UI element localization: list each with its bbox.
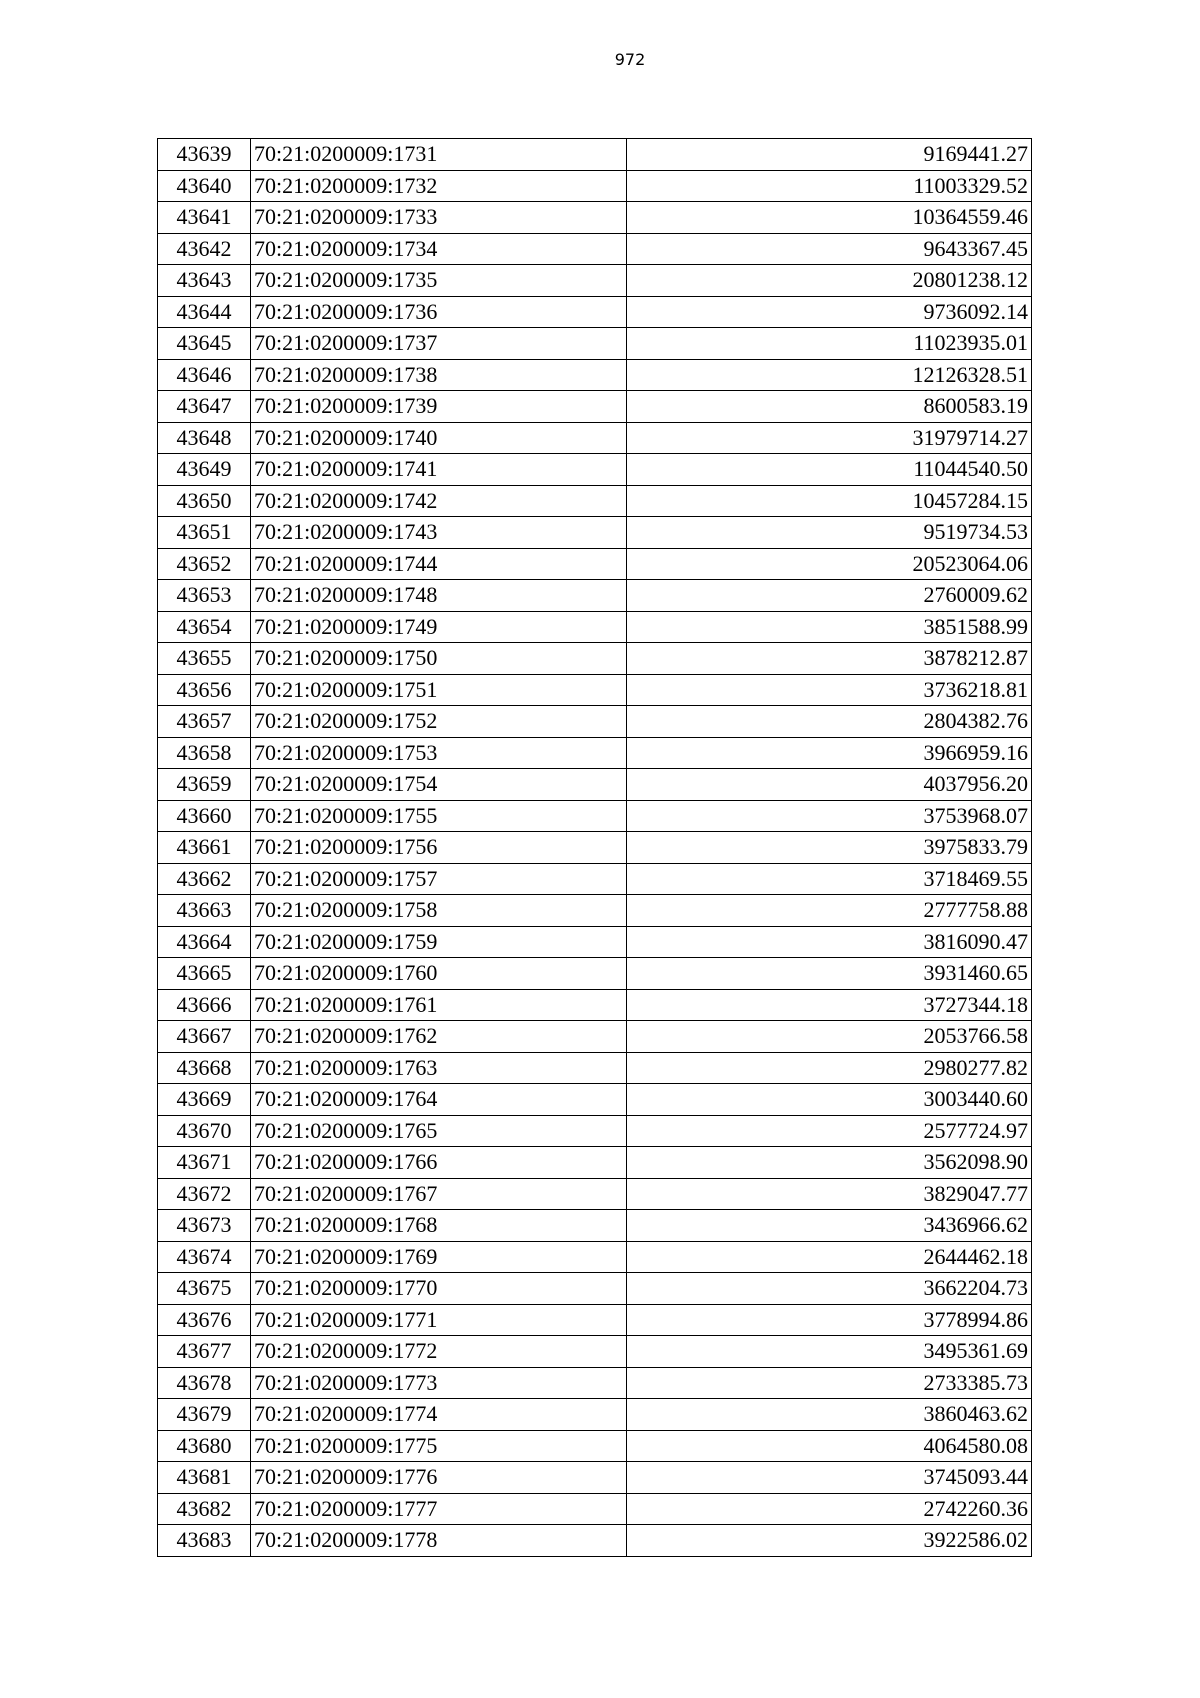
row-number-cell: 43665 bbox=[158, 958, 251, 990]
cadastral-number-cell: 70:21:0200009:1760 bbox=[251, 958, 627, 990]
cadastral-value-cell: 10364559.46 bbox=[627, 202, 1032, 234]
cadastral-number-cell: 70:21:0200009:1736 bbox=[251, 296, 627, 328]
cadastral-value-cell: 3878212.87 bbox=[627, 643, 1032, 675]
cadastral-value-cell: 9169441.27 bbox=[627, 139, 1032, 171]
cadastral-number-cell: 70:21:0200009:1737 bbox=[251, 328, 627, 360]
cadastral-number-cell: 70:21:0200009:1753 bbox=[251, 737, 627, 769]
cadastral-number-cell: 70:21:0200009:1742 bbox=[251, 485, 627, 517]
table-row bbox=[158, 800, 1032, 832]
cadastral-value-cell: 2053766.58 bbox=[627, 1021, 1032, 1053]
cadastral-value-cell: 3753968.07 bbox=[627, 800, 1032, 832]
cadastral-value-cell: 3851588.99 bbox=[627, 611, 1032, 643]
cadastral-number-cell: 70:21:0200009:1771 bbox=[251, 1304, 627, 1336]
cadastral-value-cell: 2742260.36 bbox=[627, 1493, 1032, 1525]
cadastral-value-cell: 3966959.16 bbox=[627, 737, 1032, 769]
cadastral-value-cell: 2804382.76 bbox=[627, 706, 1032, 738]
row-number-cell: 43641 bbox=[158, 202, 251, 234]
table-row bbox=[158, 202, 1032, 234]
cadastral-number-cell: 70:21:0200009:1768 bbox=[251, 1210, 627, 1242]
row-number-cell: 43643 bbox=[158, 265, 251, 297]
cadastral-value-cell: 3931460.65 bbox=[627, 958, 1032, 990]
table-row bbox=[158, 1525, 1032, 1557]
table-row bbox=[158, 1462, 1032, 1494]
row-number-cell: 43654 bbox=[158, 611, 251, 643]
cadastral-value-cell: 3745093.44 bbox=[627, 1462, 1032, 1494]
table-row bbox=[158, 769, 1032, 801]
row-number-cell: 43660 bbox=[158, 800, 251, 832]
cadastral-value-cell: 9736092.14 bbox=[627, 296, 1032, 328]
cadastral-number-cell: 70:21:0200009:1750 bbox=[251, 643, 627, 675]
cadastral-number-cell: 70:21:0200009:1772 bbox=[251, 1336, 627, 1368]
cadastral-value-table bbox=[157, 138, 1032, 1557]
cadastral-value-cell: 11003329.52 bbox=[627, 170, 1032, 202]
cadastral-number-cell: 70:21:0200009:1743 bbox=[251, 517, 627, 549]
cadastral-number-cell: 70:21:0200009:1755 bbox=[251, 800, 627, 832]
cadastral-value-cell: 3562098.90 bbox=[627, 1147, 1032, 1179]
table-row bbox=[158, 233, 1032, 265]
table-row bbox=[158, 1021, 1032, 1053]
cadastral-number-cell: 70:21:0200009:1776 bbox=[251, 1462, 627, 1494]
table-row bbox=[158, 391, 1032, 423]
cadastral-value-cell: 3495361.69 bbox=[627, 1336, 1032, 1368]
row-number-cell: 43651 bbox=[158, 517, 251, 549]
row-number-cell: 43645 bbox=[158, 328, 251, 360]
cadastral-number-cell: 70:21:0200009:1751 bbox=[251, 674, 627, 706]
row-number-cell: 43650 bbox=[158, 485, 251, 517]
row-number-cell: 43677 bbox=[158, 1336, 251, 1368]
row-number-cell: 43683 bbox=[158, 1525, 251, 1557]
table-row bbox=[158, 296, 1032, 328]
row-number-cell: 43652 bbox=[158, 548, 251, 580]
cadastral-value-cell: 3718469.55 bbox=[627, 863, 1032, 895]
row-number-cell: 43649 bbox=[158, 454, 251, 486]
table-row bbox=[158, 863, 1032, 895]
table-row bbox=[158, 485, 1032, 517]
cadastral-value-cell: 9519734.53 bbox=[627, 517, 1032, 549]
table-row bbox=[158, 1052, 1032, 1084]
row-number-cell: 43680 bbox=[158, 1430, 251, 1462]
cadastral-value-cell: 4037956.20 bbox=[627, 769, 1032, 801]
row-number-cell: 43656 bbox=[158, 674, 251, 706]
page-number: 972 bbox=[614, 50, 646, 69]
table-row bbox=[158, 611, 1032, 643]
table-row bbox=[158, 1178, 1032, 1210]
row-number-cell: 43667 bbox=[158, 1021, 251, 1053]
cadastral-number-cell: 70:21:0200009:1757 bbox=[251, 863, 627, 895]
cadastral-value-cell: 3662204.73 bbox=[627, 1273, 1032, 1305]
cadastral-number-cell: 70:21:0200009:1732 bbox=[251, 170, 627, 202]
table-row bbox=[158, 1304, 1032, 1336]
row-number-cell: 43646 bbox=[158, 359, 251, 391]
row-number-cell: 43681 bbox=[158, 1462, 251, 1494]
cadastral-number-cell: 70:21:0200009:1735 bbox=[251, 265, 627, 297]
table-row bbox=[158, 832, 1032, 864]
cadastral-value-cell: 11023935.01 bbox=[627, 328, 1032, 360]
cadastral-value-cell: 4064580.08 bbox=[627, 1430, 1032, 1462]
table-row bbox=[158, 958, 1032, 990]
table-body bbox=[158, 139, 1032, 1557]
cadastral-number-cell: 70:21:0200009:1744 bbox=[251, 548, 627, 580]
table-row bbox=[158, 1241, 1032, 1273]
row-number-cell: 43682 bbox=[158, 1493, 251, 1525]
table-row bbox=[158, 170, 1032, 202]
cadastral-number-cell: 70:21:0200009:1774 bbox=[251, 1399, 627, 1431]
cadastral-number-cell: 70:21:0200009:1748 bbox=[251, 580, 627, 612]
row-number-cell: 43675 bbox=[158, 1273, 251, 1305]
cadastral-value-cell: 2760009.62 bbox=[627, 580, 1032, 612]
cadastral-number-cell: 70:21:0200009:1766 bbox=[251, 1147, 627, 1179]
table-row bbox=[158, 422, 1032, 454]
cadastral-value-cell: 12126328.51 bbox=[627, 359, 1032, 391]
cadastral-number-cell: 70:21:0200009:1734 bbox=[251, 233, 627, 265]
cadastral-value-cell: 3829047.77 bbox=[627, 1178, 1032, 1210]
table-row bbox=[158, 674, 1032, 706]
row-number-cell: 43674 bbox=[158, 1241, 251, 1273]
cadastral-value-cell: 3736218.81 bbox=[627, 674, 1032, 706]
cadastral-number-cell: 70:21:0200009:1752 bbox=[251, 706, 627, 738]
table-row bbox=[158, 328, 1032, 360]
cadastral-value-cell: 3727344.18 bbox=[627, 989, 1032, 1021]
cadastral-value-cell: 3860463.62 bbox=[627, 1399, 1032, 1431]
row-number-cell: 43639 bbox=[158, 139, 251, 171]
row-number-cell: 43676 bbox=[158, 1304, 251, 1336]
row-number-cell: 43663 bbox=[158, 895, 251, 927]
cadastral-value-cell: 2577724.97 bbox=[627, 1115, 1032, 1147]
row-number-cell: 43662 bbox=[158, 863, 251, 895]
cadastral-number-cell: 70:21:0200009:1764 bbox=[251, 1084, 627, 1116]
table-row bbox=[158, 989, 1032, 1021]
row-number-cell: 43669 bbox=[158, 1084, 251, 1116]
cadastral-number-cell: 70:21:0200009:1769 bbox=[251, 1241, 627, 1273]
table-row bbox=[158, 1493, 1032, 1525]
row-number-cell: 43659 bbox=[158, 769, 251, 801]
cadastral-value-cell: 3778994.86 bbox=[627, 1304, 1032, 1336]
cadastral-number-cell: 70:21:0200009:1738 bbox=[251, 359, 627, 391]
table-row bbox=[158, 139, 1032, 171]
cadastral-value-cell: 2644462.18 bbox=[627, 1241, 1032, 1273]
row-number-cell: 43661 bbox=[158, 832, 251, 864]
cadastral-value-cell: 10457284.15 bbox=[627, 485, 1032, 517]
cadastral-number-cell: 70:21:0200009:1767 bbox=[251, 1178, 627, 1210]
table-row bbox=[158, 1367, 1032, 1399]
cadastral-number-cell: 70:21:0200009:1741 bbox=[251, 454, 627, 486]
cadastral-number-cell: 70:21:0200009:1762 bbox=[251, 1021, 627, 1053]
cadastral-number-cell: 70:21:0200009:1749 bbox=[251, 611, 627, 643]
cadastral-number-cell: 70:21:0200009:1778 bbox=[251, 1525, 627, 1557]
cadastral-number-cell: 70:21:0200009:1758 bbox=[251, 895, 627, 927]
cadastral-value-cell: 3922586.02 bbox=[627, 1525, 1032, 1557]
cadastral-value-cell: 11044540.50 bbox=[627, 454, 1032, 486]
row-number-cell: 43664 bbox=[158, 926, 251, 958]
row-number-cell: 43671 bbox=[158, 1147, 251, 1179]
row-number-cell: 43655 bbox=[158, 643, 251, 675]
cadastral-number-cell: 70:21:0200009:1765 bbox=[251, 1115, 627, 1147]
cadastral-value-cell: 2777758.88 bbox=[627, 895, 1032, 927]
table-row bbox=[158, 517, 1032, 549]
cadastral-number-cell: 70:21:0200009:1759 bbox=[251, 926, 627, 958]
row-number-cell: 43666 bbox=[158, 989, 251, 1021]
cadastral-value-cell: 3436966.62 bbox=[627, 1210, 1032, 1242]
table-row bbox=[158, 643, 1032, 675]
cadastral-number-cell: 70:21:0200009:1775 bbox=[251, 1430, 627, 1462]
table-row bbox=[158, 1336, 1032, 1368]
cadastral-number-cell: 70:21:0200009:1740 bbox=[251, 422, 627, 454]
row-number-cell: 43640 bbox=[158, 170, 251, 202]
row-number-cell: 43658 bbox=[158, 737, 251, 769]
cadastral-number-cell: 70:21:0200009:1777 bbox=[251, 1493, 627, 1525]
table-row bbox=[158, 1115, 1032, 1147]
cadastral-value-cell: 2733385.73 bbox=[627, 1367, 1032, 1399]
cadastral-value-cell: 31979714.27 bbox=[627, 422, 1032, 454]
table-row bbox=[158, 895, 1032, 927]
row-number-cell: 43647 bbox=[158, 391, 251, 423]
table-row bbox=[158, 265, 1032, 297]
table-row bbox=[158, 926, 1032, 958]
table-row bbox=[158, 706, 1032, 738]
cadastral-value-cell: 3816090.47 bbox=[627, 926, 1032, 958]
row-number-cell: 43668 bbox=[158, 1052, 251, 1084]
cadastral-value-cell: 2980277.82 bbox=[627, 1052, 1032, 1084]
cadastral-number-cell: 70:21:0200009:1773 bbox=[251, 1367, 627, 1399]
cadastral-value-cell: 9643367.45 bbox=[627, 233, 1032, 265]
cadastral-value-cell: 20523064.06 bbox=[627, 548, 1032, 580]
table-row bbox=[158, 580, 1032, 612]
table-row bbox=[158, 737, 1032, 769]
row-number-cell: 43653 bbox=[158, 580, 251, 612]
row-number-cell: 43642 bbox=[158, 233, 251, 265]
row-number-cell: 43644 bbox=[158, 296, 251, 328]
cadastral-number-cell: 70:21:0200009:1761 bbox=[251, 989, 627, 1021]
cadastral-value-cell: 3003440.60 bbox=[627, 1084, 1032, 1116]
row-number-cell: 43657 bbox=[158, 706, 251, 738]
row-number-cell: 43648 bbox=[158, 422, 251, 454]
cadastral-number-cell: 70:21:0200009:1756 bbox=[251, 832, 627, 864]
cadastral-number-cell: 70:21:0200009:1739 bbox=[251, 391, 627, 423]
table-row bbox=[158, 1147, 1032, 1179]
table-row bbox=[158, 454, 1032, 486]
table-row bbox=[158, 1273, 1032, 1305]
cadastral-value-cell: 8600583.19 bbox=[627, 391, 1032, 423]
row-number-cell: 43678 bbox=[158, 1367, 251, 1399]
table-row bbox=[158, 1430, 1032, 1462]
row-number-cell: 43670 bbox=[158, 1115, 251, 1147]
row-number-cell: 43672 bbox=[158, 1178, 251, 1210]
cadastral-number-cell: 70:21:0200009:1763 bbox=[251, 1052, 627, 1084]
table-row bbox=[158, 359, 1032, 391]
row-number-cell: 43673 bbox=[158, 1210, 251, 1242]
cadastral-number-cell: 70:21:0200009:1754 bbox=[251, 769, 627, 801]
table-row bbox=[158, 548, 1032, 580]
table-row bbox=[158, 1210, 1032, 1242]
cadastral-number-cell: 70:21:0200009:1733 bbox=[251, 202, 627, 234]
cadastral-number-cell: 70:21:0200009:1731 bbox=[251, 139, 627, 171]
table-row bbox=[158, 1399, 1032, 1431]
cadastral-number-cell: 70:21:0200009:1770 bbox=[251, 1273, 627, 1305]
cadastral-value-cell: 20801238.12 bbox=[627, 265, 1032, 297]
table-row bbox=[158, 1084, 1032, 1116]
row-number-cell: 43679 bbox=[158, 1399, 251, 1431]
cadastral-value-cell: 3975833.79 bbox=[627, 832, 1032, 864]
